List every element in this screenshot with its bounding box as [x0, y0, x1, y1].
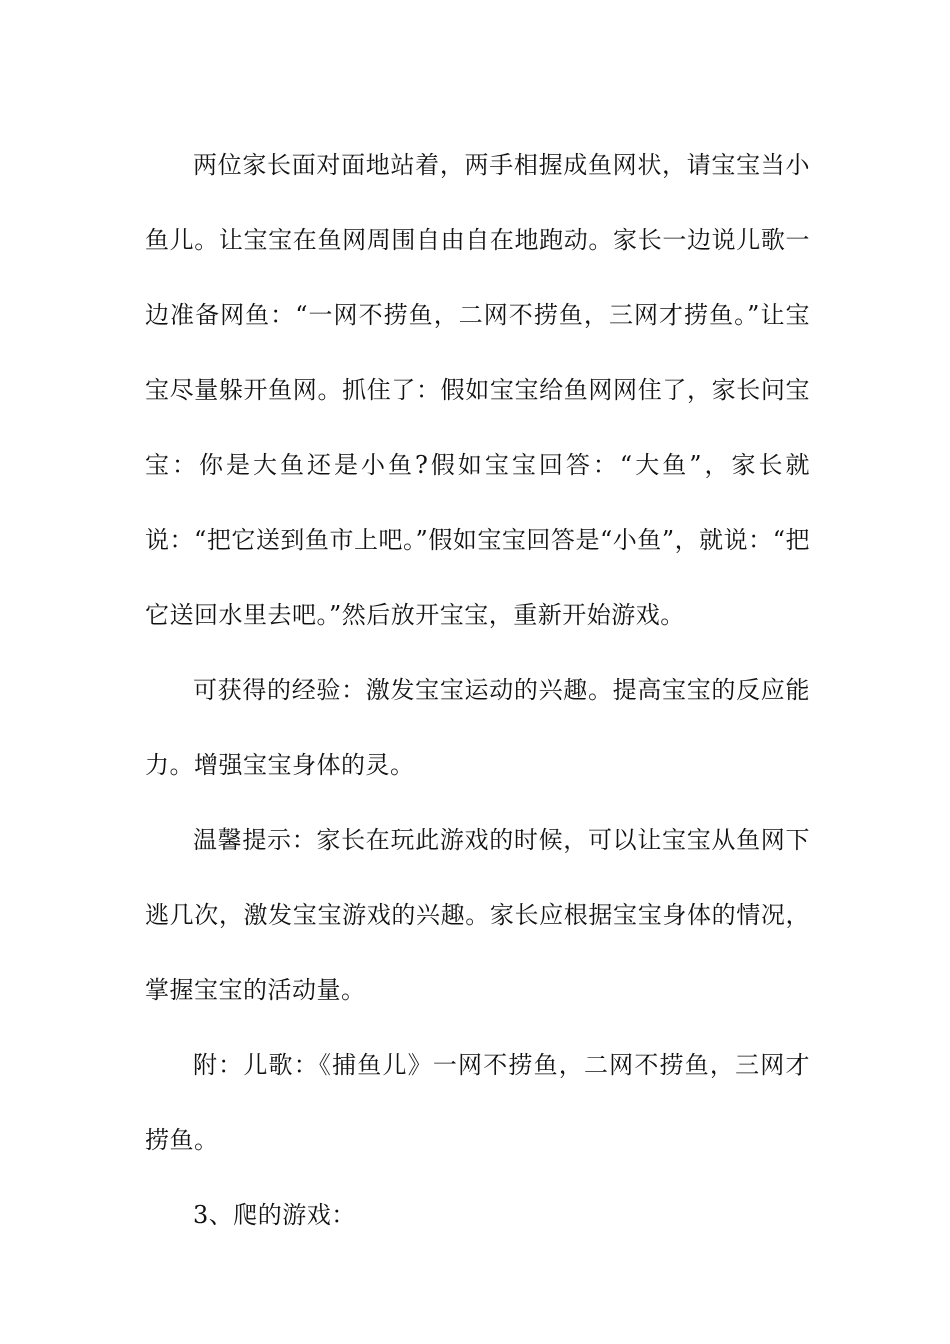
section-heading-crawling-game: 3、爬的游戏：	[193, 1201, 356, 1229]
document-body	[145, 128, 810, 1253]
paragraph-experience: 可获得的经验：激发宝宝运动的兴趣。提高宝宝的反应能力。增强宝宝身体的灵。	[145, 676, 810, 779]
paragraph-tips: 温馨提示：家长在玩此游戏的时候，可以让宝宝从鱼网下逃几次，激发宝宝游戏的兴趣。家长应根据宝宝身体的情况，掌握宝宝的活动量。	[145, 826, 810, 1004]
paragraph-nursery-rhyme: 附：儿歌：《捕鱼儿》一网不捞鱼，二网不捞鱼，三网才捞鱼。	[145, 1051, 810, 1154]
paragraph-game-rules: 两位家长面对面地站着，两手相握成鱼网状，请宝宝当小鱼儿。让宝宝在鱼网周围自由自在地跑动。家长一边说儿歌一边准备网鱼：“一网不捞鱼，二网不捞鱼，三网才捞鱼。”让宝宝尽量躲开鱼网。抓住了：假如宝宝给鱼网网住了，家长问宝宝：你是大鱼还是小鱼?假如宝宝回答：“大鱼”，家长就说：“把它送到鱼市上吧。”假如宝宝回答是“小鱼”，就说：“把它送回水里去吧。”然后放开宝宝，重新开始游戏。	[145, 151, 810, 629]
